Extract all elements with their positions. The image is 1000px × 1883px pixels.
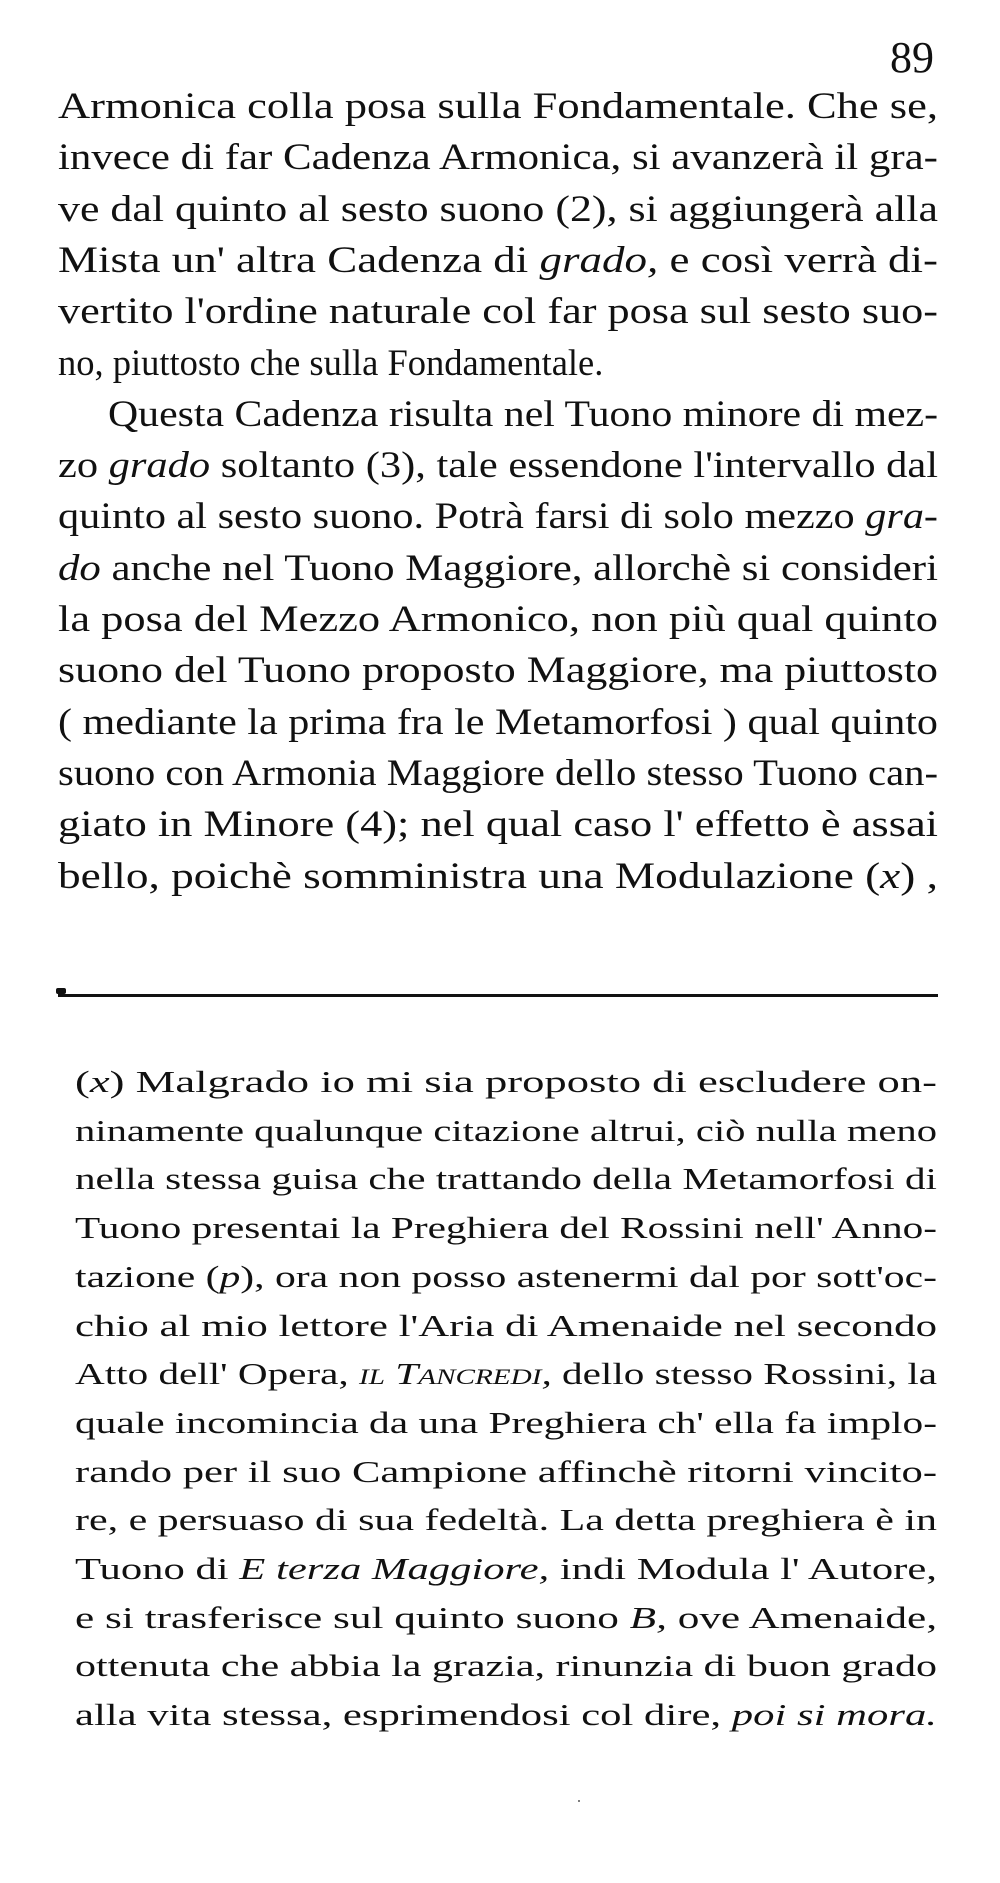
footnote-line: ninamente qualunque citazione altrui, ciò nulla meno bbox=[75, 1112, 938, 1148]
footnote-line: e si trasferisce sul quinto suono B, ove Amenaide, bbox=[75, 1599, 938, 1635]
footnote-line: Tuono di E terza Maggiore, indi Modula l' Autore, bbox=[75, 1551, 937, 1586]
footnote-line: Tuono presentai la Preghiera del Rossini nell' Anno- bbox=[75, 1210, 937, 1246]
main-text-line: ve dal quinto al sesto suono (2), si aggiungerà alla bbox=[58, 187, 938, 229]
main-text-line: ( mediante la prima fra le Metamorfosi ) qual quinto bbox=[58, 700, 938, 742]
footnote-line: chio al mio lettore l'Aria di Amenaide nel secondo bbox=[75, 1307, 937, 1343]
main-text-line: Mista un' altra Cadenza di grado, e così verrà di- bbox=[58, 238, 939, 280]
main-text-line: bello, poichè somministra una Modulazione (x) , bbox=[58, 854, 938, 896]
main-text-line: do anche nel Tuono Maggiore, allorchè si consideri bbox=[58, 546, 938, 588]
main-text-line: quinto al sesto suono. Potrà farsi di solo mezzo gra- bbox=[58, 495, 939, 537]
footnote-line: nella stessa guisa che trattando della Metamorfosi di bbox=[75, 1161, 937, 1197]
footnote-line: rando per il suo Campione affinchè ritorni vincito- bbox=[75, 1453, 938, 1489]
main-text-line: invece di far Cadenza Armonica, si avanzerà il gra- bbox=[58, 136, 938, 178]
footnote-rule-mark bbox=[56, 988, 66, 994]
main-text-line: suono del Tuono proposto Maggiore, ma piuttosto bbox=[58, 649, 939, 691]
footnote-line: tazione (p), ora non posso astenermi dal por sott'oc- bbox=[75, 1258, 937, 1294]
main-text-line: la posa del Mezzo Armonico, non più qual quinto bbox=[58, 598, 938, 639]
footnote-line: quale incomincia da una Preghiera ch' ella fa implo- bbox=[75, 1404, 938, 1440]
footnote-line: Atto dell' Opera, il Tancredi, dello stesso Rossini, la bbox=[75, 1356, 938, 1392]
main-text-line: Questa Cadenza risulta nel Tuono minore di mez- bbox=[108, 392, 939, 434]
main-text-line: vertito l'ordine naturale col far posa sul sesto suo- bbox=[58, 290, 938, 332]
main-text-line: Armonica colla posa sulla Fondamentale. Che se, bbox=[58, 85, 938, 126]
main-text-line: suono con Armonia Maggiore dello stesso Tuono can- bbox=[58, 751, 939, 793]
main-text-line: no, piuttosto che sulla Fondamentale. bbox=[58, 341, 604, 383]
footnote-line: alla vita stessa, esprimendosi col dire, poi si mora. bbox=[75, 1697, 937, 1733]
footnote-line: ottenuta che abbia la grazia, rinunzia di buon grado bbox=[75, 1648, 937, 1684]
page-number: 89 bbox=[890, 33, 934, 82]
footnote-rule bbox=[58, 994, 938, 997]
footnote-line: (x) Malgrado io mi sia proposto di escludere on- bbox=[75, 1064, 937, 1099]
main-text-line: zo grado soltanto (3), tale essendone l'intervallo dal bbox=[58, 444, 939, 486]
main-text-line: giato in Minore (4); nel qual caso l' effetto è assai bbox=[58, 803, 939, 845]
paper-speck bbox=[578, 1800, 580, 1802]
footnote-line: re, e persuaso di sua fedeltà. La detta preghiera è in bbox=[75, 1502, 938, 1538]
